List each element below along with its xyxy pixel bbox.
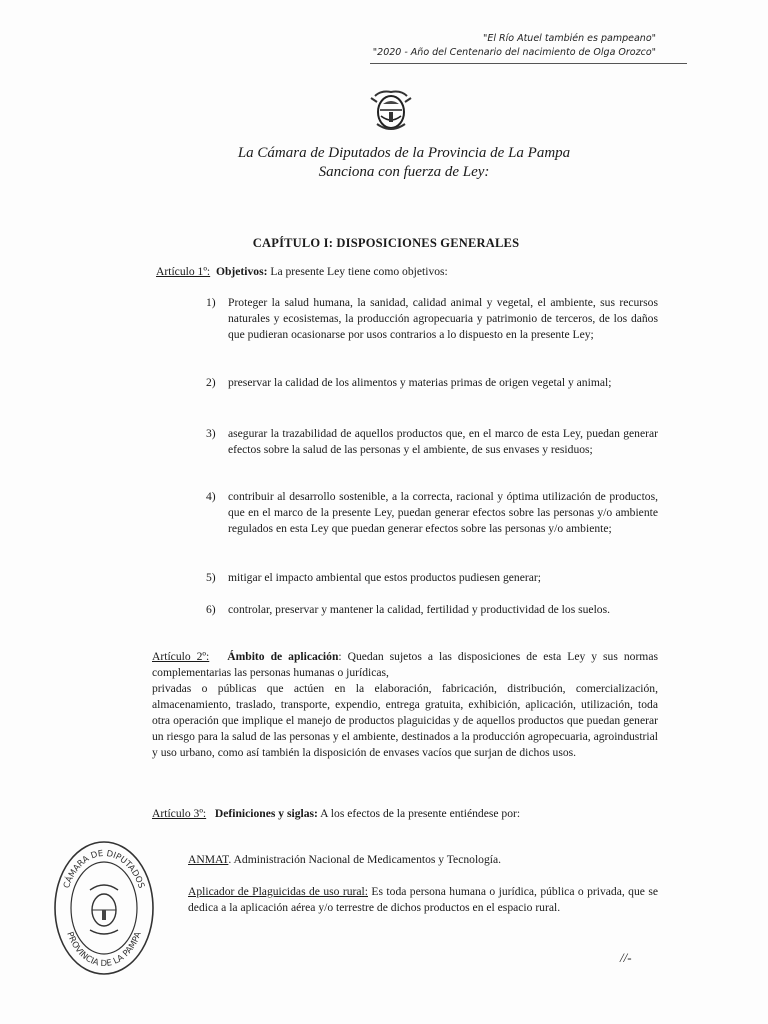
item-number: 5) <box>206 571 216 584</box>
article-3-text: A los efectos de la presente entiéndese por: <box>317 807 521 820</box>
item-number: 6) <box>206 603 216 616</box>
article-1-heading: Objetivos: <box>215 265 268 278</box>
item-text: Proteger la salud humana, la sanidad, calidad animal y vegetal, el ambiente, sus recursos naturales y ecosistemas, la producción agropecuaria y patrimonio de terceros, de los daños que pudieran ocasionarse por usos contrarios a lo dispuesto en la presente Ley; <box>228 296 658 341</box>
article-3-heading: Definiciones y siglas: <box>214 807 318 820</box>
chamber-line-1: La Cámara de Diputados de la Provincia de La Pampa <box>237 145 571 161</box>
article-1-item <box>206 295 658 343</box>
item-number: 3) <box>206 427 216 440</box>
item-text: contribuir al desarrollo sostenible, a la correcta, racional y óptima utilización de productos, que en el marco de la presente Ley, puedan generar efectos sobre las personas y/o ambiente regulados en esta Ley que puedan generar efectos sobre las personas y/o ambiente; <box>228 490 658 535</box>
definition-anmat <box>188 852 658 868</box>
article-2 <box>152 649 658 681</box>
article-1-item <box>206 602 658 618</box>
item-text: preservar la calidad de los alimentos y materias primas de origen vegetal y animal; <box>228 376 612 389</box>
article-2-heading: Ámbito de aplicación <box>227 650 339 663</box>
article-1-text: La presente Ley tiene como objetivos: <box>267 265 448 278</box>
item-text: controlar, preservar y mantener la calidad, fertilidad y productividad de los suelos. <box>228 603 610 616</box>
article-1-intro <box>156 264 656 280</box>
item-text: mitigar el impacto ambiental que estos productos pudiesen generar; <box>228 571 541 584</box>
article-2-label: Artículo 2º: <box>152 650 210 663</box>
item-number: 4) <box>206 490 216 503</box>
chamber-line-2: Sanciona con fuerza de Ley: <box>318 164 490 180</box>
item-number: 1) <box>206 296 216 309</box>
definition-term: ANMAT <box>188 853 229 866</box>
item-text: asegurar la trazabilidad de aquellos productos que, en el marco de esta Ley, puedan generar efectos sobre la salud de las personas y el ambiente, de sus envases y residuos; <box>228 427 658 456</box>
definition-term: Aplicador de Plaguicidas de uso rural: <box>188 885 368 898</box>
article-1-item <box>206 375 658 391</box>
header-quotes <box>373 32 656 60</box>
definition-text: Es toda persona humana o jurídica, pública o privada, que se dedica a la aplicación aérea y/o terrestre de dichos productos en el espacio rural. <box>188 885 658 914</box>
header-quote-1: "El Río Atuel también es pampeano" <box>482 33 656 44</box>
item-number: 2) <box>206 376 216 389</box>
stamp-bottom-text: PROVINCIA DE LA PAMPA <box>64 930 144 970</box>
chamber-heading <box>0 144 768 182</box>
coat-of-arms-icon <box>367 88 415 134</box>
article-1-item <box>206 489 658 537</box>
article-3-intro <box>152 806 658 822</box>
definition-text: . Administración Nacional de Medicamentos y Tecnología. <box>228 853 502 866</box>
definition-aplicador <box>188 884 658 916</box>
header-quote-2: "2020 - Año del Centenario del nacimiento de Olga Orozco" <box>372 47 656 58</box>
article-2-first: : Quedan sujetos a las disposiciones de esta Ley y sus normas complementarias las personas humanas o jurídicas, <box>152 650 658 679</box>
article-1-item <box>206 570 658 586</box>
article-1-item <box>206 426 658 458</box>
stamp-top-text: CÁMARA DE DIPUTADOS <box>61 848 146 890</box>
article-1-label: Artículo 1º: <box>156 265 211 278</box>
official-stamp-icon <box>52 838 156 978</box>
page-continuation-mark: //- <box>620 950 632 965</box>
article-2-body: privadas o públicas que actúen en la elaboración, fabricación, distribución, comercialización, almacenamiento, traslado, transporte, expendio, entrega gratuita, exhibición, aplicación, utilización, toda otra operación que implique el manejo de productos plaguicidas y de aquellos productos que puedan generar un riesgo para la salud de las personas y el ambiente, destinados a la producción agropecuaria, agroindustrial y uso urbano, como así también la disposición de envases vacíos que surjan de dichos usos. <box>152 682 658 759</box>
chapter-title: CAPÍTULO I: DISPOSICIONES GENERALES <box>252 236 520 250</box>
header-rule <box>370 63 687 64</box>
article-3-label: Artículo 3º: <box>152 807 207 820</box>
